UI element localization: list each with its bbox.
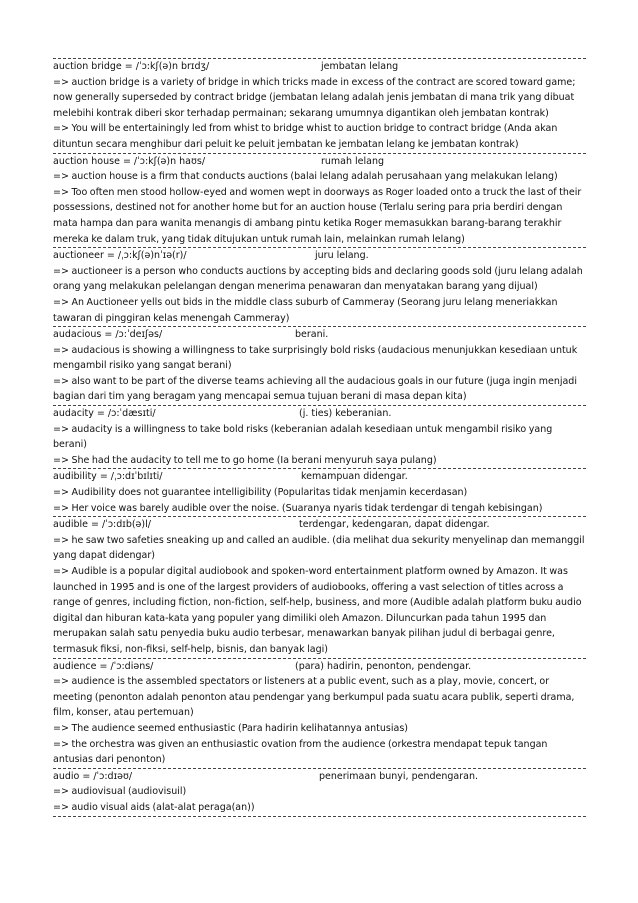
entry-example: => You will be entertainingly led from whist to bridge whist to auction bridge to contract bridge (Anda akan dituntun secara menghibur dari peluit ke peluit jembatan ke jembatan lelang ke jembatan kontrak) — [53, 123, 558, 150]
entry-example: => audio visual aids (alat-alat peraga(an)) — [53, 801, 255, 813]
entry-example: bagian dari tim yang beragam yang mencapai semua tujuan berani di masa depan kita) — [53, 391, 467, 403]
entry-example: => audacious is showing a willingness to take surprisingly bold risks (audacious menunjukkan kesediaan untuk mengambil risiko yang sangat berani) — [53, 344, 578, 372]
entry-term: audio = /ˈɔ:dɪəʊ/ — [53, 770, 133, 782]
dictionary-entry — [53, 248, 586, 327]
entry-translation: rumah lelang — [321, 155, 385, 167]
entry-heading — [53, 154, 586, 170]
entry-translation: kemampuan didengar. — [301, 471, 408, 483]
entry-term: audacious = /ɔ:ˈdeɪʃəs/ — [53, 329, 163, 341]
entry-term: audience = /ˈɔ:diəns/ — [53, 660, 154, 672]
entry-term: audibility = /ˌɔ:dɪˈbɪlɪti/ — [53, 471, 163, 483]
entry-example: => audience is the assembled spectators or listeners at a public event, such as a play, movie, concert, or meeting (penonton adalah penonton atau pendengar yang berkumpul pada suatu acara publik, seperti drama, film, konser, atau pertemuan) — [53, 676, 575, 719]
entry-example: => also want to be part of the diverse teams achieving all the audacious goals in our future (juga ingin menjadi — [53, 375, 577, 387]
entry-example: => auctioneer is a person who conducts auctions by accepting bids and declaring goods sold (juru lelang adalah orang yang melakukan pelelangan dengan menerima penawaran dan menyatakan barang yang dijual) — [53, 265, 583, 293]
entry-example: => Audible is a popular digital audiobook and spoken-word entertainment platform owned by Amazon. It was launched in 1995 and is one of the largest providers of audiobooks, offering a vast selection of titles across a range of genres, including fiction, non-fiction, self-help, business, and more (Audible adalah platform buku audio digital dan hiburan kata-kata yang populer yang dimiliki oleh Amazon. Diluncurkan pada tahun 1995 dan merupakan salah satu penyedia buku audio terbesar, menawarkan banyak pilihan judul di berbagai genre, termasuk fiksi, non-fiksi, self-help, bisnis, dan banyak lagi) — [53, 566, 582, 655]
entry-term: auctioneer = /ˌɔ:kʃ(ə)nˈɪə(r)/ — [53, 250, 187, 262]
entry-example: => Audibility does not guarantee intelligibility (Popularitas tidak menjamin kecerdasan) — [53, 487, 468, 499]
dictionary-entry — [53, 58, 586, 154]
entry-heading — [53, 406, 586, 422]
entry-heading — [53, 659, 586, 675]
entry-example: => audiovisual (audiovisuil) — [53, 786, 187, 798]
dictionary-entry — [53, 154, 586, 249]
dictionary-entry — [53, 769, 586, 817]
entry-translation: berani. — [295, 329, 329, 341]
entry-translation: penerimaan bunyi, pendengaran. — [319, 770, 479, 782]
dictionary-entry — [53, 406, 586, 469]
entry-translation: (para) hadirin, penonton, pendengar. — [295, 660, 472, 672]
entry-term: auction house = /ˈɔ:kʃ(ə)n haʊs/ — [53, 155, 206, 167]
dictionary-entry — [53, 517, 586, 658]
entry-translation: terdengar, kedengaran, dapat didengar. — [299, 519, 490, 531]
entry-heading — [53, 517, 586, 533]
entry-heading — [53, 327, 586, 343]
entry-example: => The audience seemed enthusiastic (Para hadirin kelihatannya antusias) — [53, 722, 408, 734]
entry-translation: (j. ties) keberanian. — [299, 408, 392, 420]
entry-translation: jembatan lelang — [321, 61, 399, 72]
entry-example: => audacity is a willingness to take bold risks (keberanian adalah kesediaan untuk mengambil risiko yang berani) — [53, 423, 553, 451]
dictionary-entry — [53, 327, 586, 406]
entry-translation: juru lelang. — [315, 250, 369, 262]
entry-term: audible = /ˈɔ:dɪb(ə)l/ — [53, 519, 151, 531]
dictionary-page — [53, 58, 586, 817]
entry-term: audacity = /ɔ:ˈdæsɪti/ — [53, 408, 156, 420]
entry-example: => auction bridge is a variety of bridge in which tricks made in excess of the contract are scored toward game; now generally superseded by contract bridge (jembatan lelang adalah jenis jembatan di mana trik yang dibuat melebihi kontrak diberi skor terhadap permainan; sekarang umumnya digantikan oleh jembatan kontrak) — [53, 76, 576, 119]
entry-heading — [53, 59, 586, 75]
entry-example: => he saw two safeties sneaking up and called an audible. (dia melihat dua sekurity menyelinap dan memanggil yang dapat didengar) — [53, 534, 585, 562]
entry-heading — [53, 248, 586, 264]
entry-example: => She had the audacity to tell me to go home (Ia berani menyuruh saya pulang) — [53, 454, 437, 466]
entry-heading — [53, 469, 586, 485]
entry-heading — [53, 769, 586, 785]
entry-example: => Her voice was barely audible over the noise. (Suaranya nyaris tidak terdengar di tengah kebisingan) — [53, 502, 543, 514]
entry-example: => Too often men stood hollow-eyed and women wept in doorways as Roger loaded onto a truck the last of their possessions, destined not for another home but for an auction house (Terlalu sering para pria berdiri dengan mata hampa dan para wanita menangis di ambang pintu ketika Roger memasukkan barang-barang terakhir mereka ke dalam truk, yang tidak ditujukan untuk rumah lain, melainkan rumah lelang) — [53, 186, 582, 245]
entry-example: => An Auctioneer yells out bids in the middle class suburb of Cammeray (Seorang juru lelang meneriakkan tawaran di pinggiran kelas menengah Cammeray) — [53, 296, 558, 324]
dictionary-entry — [53, 469, 586, 517]
entry-term: auction bridge = /ˈɔ:kʃ(ə)n brɪdʒ/ — [53, 61, 210, 72]
dictionary-entry — [53, 659, 586, 769]
entry-example: => auction house is a firm that conducts auctions (balai lelang adalah perusahaan yang melakukan lelang) — [53, 171, 558, 183]
entry-example: => the orchestra was given an enthusiastic ovation from the audience (orkestra mendapat tepuk tangan antusias dari penonton) — [53, 738, 548, 766]
